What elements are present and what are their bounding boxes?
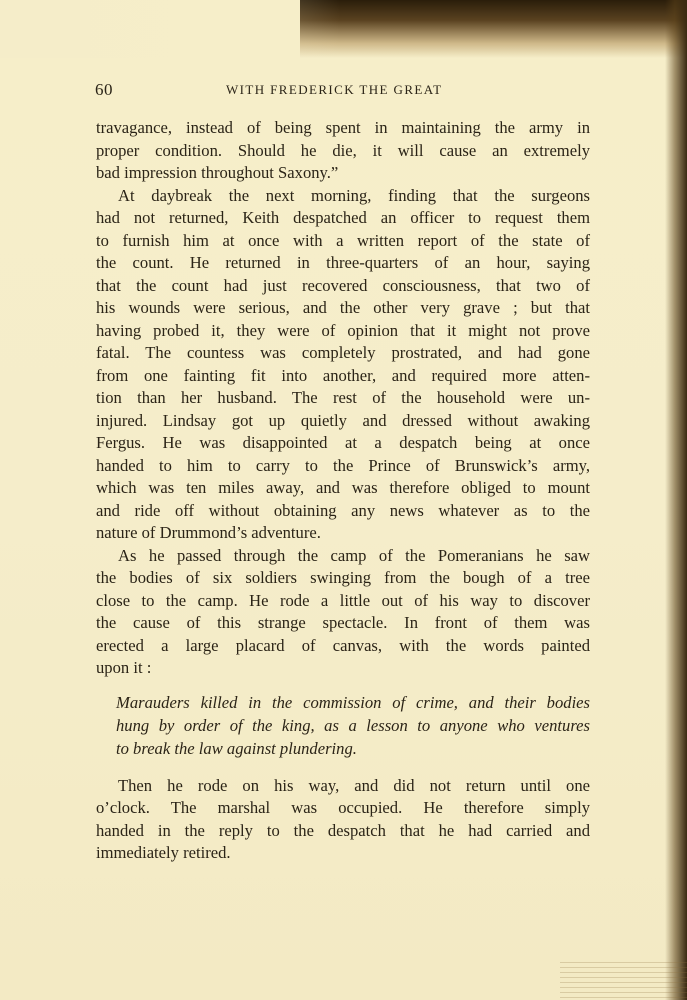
text-line: the count. He returned in three-quarters of an hour, saying	[96, 253, 590, 272]
text-line: Then he rode on his way, and did not return until one	[118, 775, 590, 795]
text-line: had not returned, Keith despatched an officer to request them	[96, 208, 590, 227]
text-line: close to the camp. He rode a little out of his way to discover	[96, 590, 590, 610]
quote-line: to break the law against plundering.	[116, 738, 357, 758]
page-number: 60	[95, 80, 113, 99]
text-line: erected a large placard of canvas, with the words painted	[96, 635, 590, 655]
page-bottom-edge	[560, 962, 687, 1000]
page-top-shadow	[300, 0, 687, 58]
text-line: to furnish him at once with a written report of the state of	[96, 230, 590, 250]
text-line: the bodies of six soldiers swinging from the bough of a tree	[96, 568, 590, 587]
text-line: handed in the reply to the despatch that he had carried and	[96, 820, 590, 840]
text-line: bad impression throughout Saxony.”	[96, 163, 339, 182]
page-right-binding-shadow	[665, 0, 687, 1000]
text-line: upon it :	[96, 658, 152, 677]
text-line: having probed it, they were of opinion that it might not prove	[96, 320, 590, 340]
quote-line: hung by order of the king, as a lesson to anyone who ventures	[116, 715, 590, 735]
text-line: proper condition. Should he die, it will cause an extremely	[96, 140, 590, 160]
text-line: handed to him to carry to the Prince of Brunswick’s army,	[96, 455, 590, 475]
placard-quote	[96, 692, 590, 761]
paragraph	[96, 545, 590, 680]
text-line: immediately retired.	[96, 843, 231, 862]
body-text	[96, 117, 590, 865]
text-line: At daybreak the next morning, finding that the surgeons	[118, 185, 590, 205]
text-line: travagance, instead of being spent in maintaining the army in	[96, 118, 590, 137]
text-line: As he passed through the camp of the Pomeranians he saw	[118, 545, 590, 565]
page-header	[95, 80, 590, 100]
running-title: WITH FREDERICK THE GREAT	[226, 82, 443, 97]
text-line: fatal. The countess was completely prostrated, and had gone	[96, 343, 590, 362]
paragraph	[96, 185, 590, 545]
paragraph	[96, 775, 590, 865]
text-line: which was ten miles away, and was therefore obliged to mount	[96, 478, 590, 497]
text-line: nature of Drummond’s adventure.	[96, 523, 321, 542]
text-line: and ride off without obtaining any news whatever as to the	[96, 500, 590, 520]
text-line: Fergus. He was disappointed at a despatch being at once	[96, 433, 590, 452]
page-top-shadow-fade	[0, 0, 340, 58]
text-line: injured. Lindsay got up quietly and dressed without awaking	[96, 410, 590, 430]
paragraph	[96, 117, 590, 185]
text-line: from one fainting fit into another, and required more atten-	[96, 365, 590, 385]
text-line: the cause of this strange spectacle. In front of them was	[96, 613, 590, 632]
text-line: tion than her husband. The rest of the household were un-	[96, 388, 590, 407]
text-line: o’clock. The marshal was occupied. He therefore simply	[96, 798, 590, 817]
text-line: his wounds were serious, and the other very grave ; but that	[96, 298, 590, 317]
quote-line: Marauders killed in the commission of crime, and their bodies	[116, 692, 590, 712]
text-line: that the count had just recovered consciousness, that two of	[96, 275, 590, 295]
